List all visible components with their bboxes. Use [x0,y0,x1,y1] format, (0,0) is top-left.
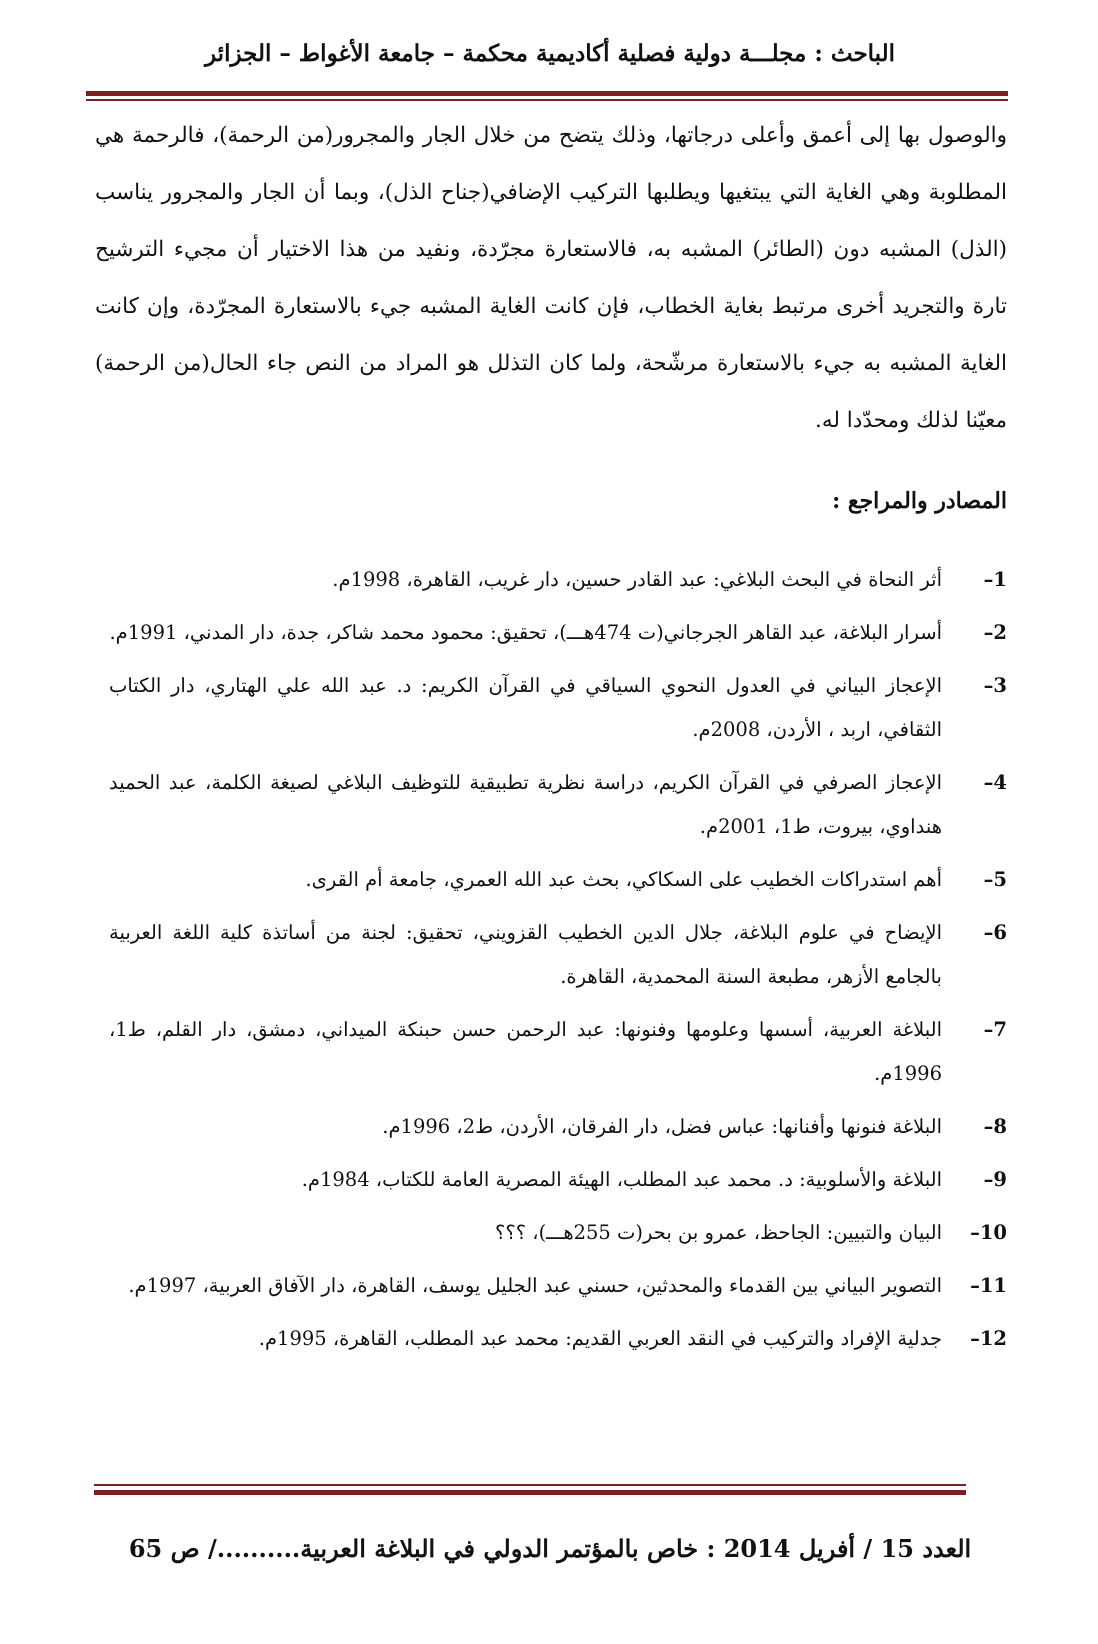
reference-number: 8– [983,1115,1007,1138]
reference-item [95,611,1007,655]
header-rule-thick [86,91,1008,96]
reference-number: 2– [983,621,1007,644]
reference-item [95,664,1007,752]
reference-item [95,858,1007,902]
reference-text: أهم استدراكات الخطيب على السكاكي، بحث عبد الله العمري، جامعة أم القرى. [305,868,942,891]
reference-number: 11– [970,1274,1007,1297]
reference-text: جدلية الإفراد والتركيب في النقد العربي القديم: محمد عبد المطلب، القاهرة، 1995م. [258,1327,942,1350]
reference-text: البلاغة والأسلوبية: د. محمد عبد المطلب، الهيئة المصرية العامة للكتاب، 1984م. [301,1168,942,1191]
reference-text: الإعجاز البياني في العدول النحوي السياقي في القرآن الكريم: د. عبد الله علي الهتاري، دار الكتاب الثقافي، اربد ، الأردن، 2008م. [109,674,942,741]
reference-number: 5– [983,868,1007,891]
reference-text: البلاغة فنونها وأفنانها: عباس فضل، دار الفرقان، الأردن، ط2، 1996م. [382,1115,942,1138]
reference-text: البلاغة العربية، أسسها وعلومها وفنونها: عبد الرحمن حسن حبنكة الميداني، دمشق، دار القلم، ط1، 1996م. [109,1018,942,1085]
reference-item [95,1264,1007,1308]
reference-number: 12– [970,1327,1007,1350]
reference-text: البيان والتبيين: الجاحظ، عمرو بن بحر(ت 255هـــ)، ؟؟؟ [495,1221,942,1244]
reference-item [95,558,1007,602]
reference-number: 6– [983,921,1007,944]
body-paragraph: والوصول بها إلى أعمق وأعلى درجاتها، وذلك يتضح من خلال الجار والمجرور(من الرحمة)، فالرحمة هي المطلوبة وهي الغاية التي يبتغيها ويطلبها التركيب الإضافي(جناح الذل)، وبما أن الجار والمجرور يناسب (الذل) المشبه دون (الطائر) المشبه به، فالاستعارة مجرّدة، ونفيد من هذا الاختيار أن مجيء الترشيح تارة والتجريد أخرى مرتبط بغاية الخطاب، فإن كانت الغاية المشبه جيء بالاستعارة المجرّدة، وإن كانت الغاية المشبه به جيء بالاستعارة مرشّحة، ولما كان التذلل هو المراد من النص جاء الحال(من الرحمة) معيّنا لذلك ومحدّدا له. [95,123,1007,433]
reference-number: 1– [983,568,1007,591]
reference-number: 3– [983,674,1007,697]
reference-text: الإيضاح في علوم البلاغة، جلال الدين الخطيب القزويني، تحقيق: لجنة من أساتذة كلية اللغة العربية بالجامع الأزهر، مطبعة السنة المحمدية، القاهرة. [109,921,942,988]
reference-item [95,1008,1007,1096]
footer-rule-thick [94,1490,966,1495]
reference-text: التصوير البياني بين القدماء والمحدثين، حسني عبد الجليل يوسف، القاهرة، دار الآفاق العربية، 1997م. [128,1274,942,1297]
header-rule-thin [86,99,1008,101]
page-footer: العدد 15 / أفريل 2014 : خاص بالمؤتمر الدولي في البلاغة العربية........../ ص 65 [128,1534,972,1563]
reference-text: أثر النحاة في البحث البلاغي: عبد القادر حسين، دار غريب، القاهرة، 1998م. [332,568,942,591]
reference-item [95,761,1007,849]
references-list [95,558,1007,1370]
reference-item [95,1317,1007,1361]
footer-rule-thin [94,1484,966,1486]
reference-number: 7– [983,1018,1007,1041]
reference-item [95,1105,1007,1149]
reference-item [95,1158,1007,1202]
reference-number: 9– [983,1168,1007,1191]
reference-text: أسرار البلاغة، عبد القاهر الجرجاني(ت 474هـــ)، تحقيق: محمود محمد شاكر، جدة، دار المدني، 1991م. [109,621,942,644]
running-header: الباحث : مجلـــة دولية فصلية أكاديمية محكمة – جامعة الأغواط – الجزائر [204,40,896,67]
reference-number: 10– [970,1221,1007,1244]
references-heading: المصادر والمراجع : [832,488,1007,514]
reference-text: الإعجاز الصرفي في القرآن الكريم، دراسة نظرية تطبيقية للتوظيف البلاغي لصيغة الكلمة، عبد الحميد هنداوي، بيروت، ط1، 2001م. [109,771,942,838]
reference-item [95,1211,1007,1255]
reference-number: 4– [983,771,1007,794]
reference-item [95,911,1007,999]
